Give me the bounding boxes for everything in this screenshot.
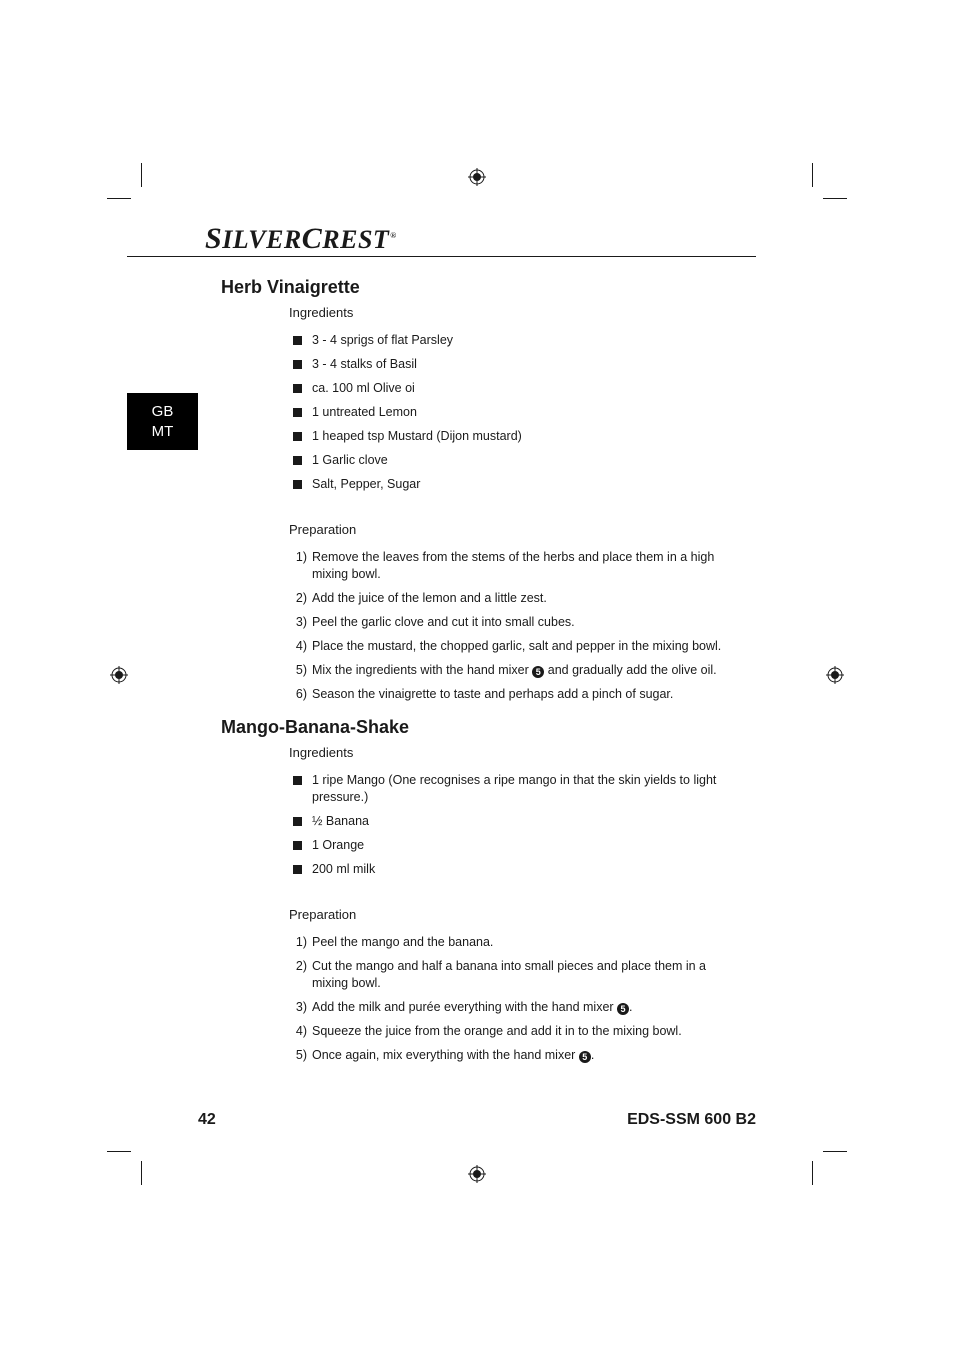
crop-mark xyxy=(141,1161,142,1185)
ingredient-list xyxy=(289,332,729,493)
section-title: Mango-Banana-Shake xyxy=(221,717,410,737)
square-bullet-icon xyxy=(293,432,302,441)
preparation-steps xyxy=(289,934,729,1064)
square-bullet-icon xyxy=(293,480,302,489)
step-item: 4) Place the mustard, the chopped garlic, salt and pepper in the mixing bowl. xyxy=(295,639,722,653)
list-item: ½ Banana xyxy=(289,813,729,830)
preparation-heading: Preparation xyxy=(289,907,357,922)
page-number: 42 xyxy=(198,1111,216,1128)
step-item: 6) Season the vinaigrette to taste and perhaps add a pinch of sugar. xyxy=(295,687,674,701)
square-bullet-icon xyxy=(293,817,302,826)
language-code: MT xyxy=(151,423,174,440)
preparation-heading: Preparation xyxy=(289,522,357,537)
figure-reference-icon: 5 xyxy=(532,666,544,678)
registration-mark-icon xyxy=(468,1165,486,1183)
crop-mark xyxy=(823,198,847,199)
list-item: 1 untreated Lemon xyxy=(289,404,729,421)
crop-mark xyxy=(141,163,142,187)
list-item: 1 Orange xyxy=(289,837,729,854)
step-item: 5) Mix the ingredients with the hand mixer 5 and gradually add the olive oil. xyxy=(295,663,717,677)
registration-mark-icon xyxy=(826,666,844,684)
list-item: 200 ml milk xyxy=(289,861,729,878)
list-item: 1 ripe Mango (One recognises a ripe mango in that the skin yields to light pressure.) xyxy=(289,772,729,806)
crop-mark xyxy=(823,1151,847,1152)
step-item: 5) Once again, mix everything with the hand mixer 5 . xyxy=(295,1048,595,1062)
preparation-steps xyxy=(289,549,729,703)
list-item: Salt, Pepper, Sugar xyxy=(289,476,729,493)
square-bullet-icon xyxy=(293,841,302,850)
figure-reference-icon: 5 xyxy=(617,1003,629,1015)
step-item: 1) Remove the leaves from the stems of the herbs and place them in a high mixing bowl. xyxy=(295,550,715,581)
square-bullet-icon xyxy=(293,384,302,393)
square-bullet-icon xyxy=(293,865,302,874)
step-item: 3) Add the milk and purée everything with the hand mixer 5 . xyxy=(295,1000,633,1014)
step-item: 2) Add the juice of the lemon and a little zest. xyxy=(295,591,547,605)
square-bullet-icon xyxy=(293,776,302,785)
step-item: 2) Cut the mango and half a banana into small pieces and place them in a mixing bowl. xyxy=(295,959,707,990)
list-item: 1 heaped tsp Mustard (Dijon mustard) xyxy=(289,428,729,445)
list-item: 3 - 4 stalks of Basil xyxy=(289,356,729,373)
herb-vinaigrette-section xyxy=(221,277,741,701)
figure-reference-icon: 5 xyxy=(579,1051,591,1063)
brand-logo: SILVERCREST® xyxy=(205,222,397,255)
header-divider xyxy=(127,256,756,257)
step-item: 4) Squeeze the juice from the orange and add it in to the mixing bowl. xyxy=(295,1024,682,1038)
list-item: 3 - 4 sprigs of flat Parsley xyxy=(289,332,729,349)
crop-mark xyxy=(812,1161,813,1185)
square-bullet-icon xyxy=(293,336,302,345)
ingredients-heading: Ingredients xyxy=(289,745,354,760)
ingredients-heading: Ingredients xyxy=(289,305,354,320)
crop-mark xyxy=(107,198,131,199)
crop-mark xyxy=(812,163,813,187)
crop-mark xyxy=(107,1151,131,1152)
registration-mark-icon xyxy=(110,666,128,684)
language-tab xyxy=(127,393,198,450)
step-item: 1) Peel the mango and the banana. xyxy=(295,935,494,949)
model-number: EDS-SSM 600 B2 xyxy=(627,1111,756,1128)
square-bullet-icon xyxy=(293,360,302,369)
square-bullet-icon xyxy=(293,456,302,465)
step-item: 3) Peel the garlic clove and cut it into small cubes. xyxy=(295,615,575,629)
list-item: 1 Garlic clove xyxy=(289,452,729,469)
mango-banana-shake-section xyxy=(221,717,741,1062)
square-bullet-icon xyxy=(293,408,302,417)
language-code: GB xyxy=(151,403,174,420)
ingredient-list xyxy=(289,772,729,878)
section-title: Herb Vinaigrette xyxy=(221,277,360,297)
list-item: ca. 100 ml Olive oi xyxy=(289,380,729,397)
registration-mark-icon xyxy=(468,168,486,186)
